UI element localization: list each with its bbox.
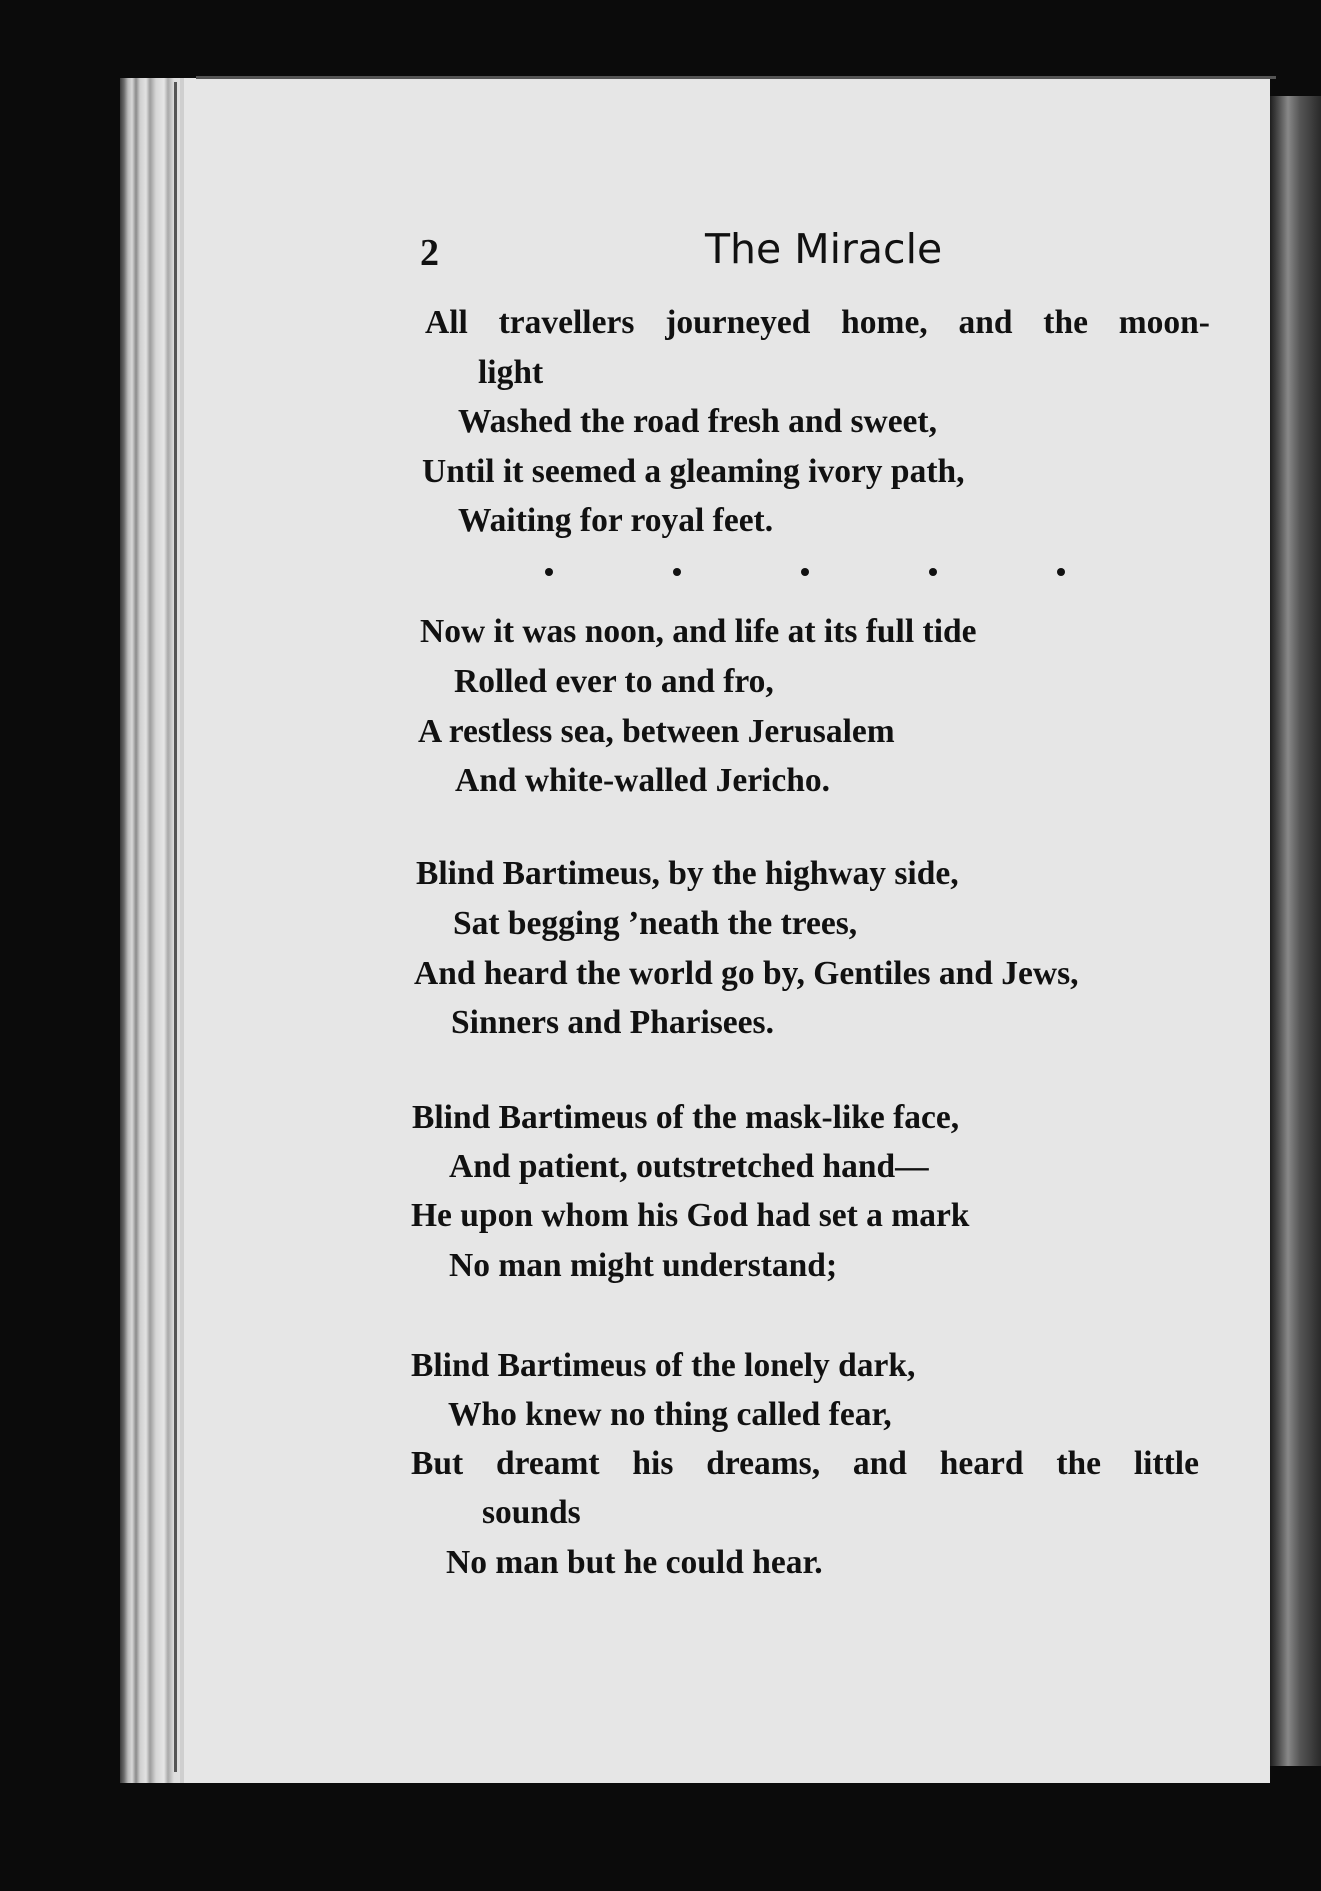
poem-line: Now it was noon, and life at its full tide — [420, 613, 977, 650]
section-break-dot — [673, 568, 681, 576]
poem-word: All — [425, 304, 468, 341]
poem-line: A restless sea, between Jerusalem — [418, 713, 895, 750]
section-break-dot — [1057, 568, 1065, 576]
poem-word: dreamt — [495, 1445, 600, 1482]
poem-word: and — [958, 304, 1013, 341]
poem-word: the — [1043, 304, 1088, 341]
poem-line: Sat begging ’neath the trees, — [453, 905, 858, 942]
poem-word: dreams, — [706, 1445, 821, 1482]
poem-line — [425, 306, 1210, 340]
poem-line: sounds — [482, 1494, 581, 1531]
section-break-dot — [929, 568, 937, 576]
poem-word: his — [632, 1445, 674, 1482]
section-break-dot — [545, 568, 553, 576]
poem-line: And patient, outstretched hand— — [449, 1148, 929, 1185]
poem-line: He upon whom his God had set a mark — [411, 1197, 970, 1234]
poem-word: little — [1133, 1445, 1199, 1482]
page-number: 2 — [420, 232, 439, 274]
poem-line: No man but he could hear. — [446, 1544, 823, 1581]
poem-line: Washed the road fresh and sweet, — [458, 403, 937, 440]
poem-line: light — [478, 354, 544, 391]
poem-line: Sinners and Pharisees. — [451, 1004, 774, 1041]
section-break-dot — [801, 568, 809, 576]
poem-line: Rolled ever to and fro, — [454, 663, 774, 700]
poem-line: And white-walled Jericho. — [455, 762, 830, 799]
poem-word: and — [852, 1445, 907, 1482]
poem-line: Waiting for royal feet. — [458, 502, 774, 539]
poem-word: heard — [939, 1445, 1024, 1482]
poem-word: moon- — [1118, 304, 1210, 341]
poem-word: journeyed — [665, 304, 811, 341]
poem-line: And heard the world go by, Gentiles and Jews, — [414, 955, 1079, 992]
poem-line — [411, 1447, 1199, 1481]
poem-line: Blind Bartimeus, by the highway side, — [416, 855, 959, 892]
poem-line: No man might understand; — [449, 1247, 838, 1284]
poem-line: Until it seemed a gleaming ivory path, — [422, 453, 965, 490]
poem-word: the — [1056, 1445, 1102, 1482]
poem-word: home, — [841, 304, 928, 341]
poem-word: But — [411, 1445, 464, 1482]
poem-line: Blind Bartimeus of the mask-like face, — [412, 1099, 960, 1136]
section-break-dots — [545, 568, 1065, 576]
poem-line: Blind Bartimeus of the lonely dark, — [411, 1347, 916, 1384]
poem-word: travellers — [498, 304, 635, 341]
running-title: The Miracle — [705, 225, 943, 273]
poem-line: Who knew no thing called fear, — [448, 1396, 892, 1433]
